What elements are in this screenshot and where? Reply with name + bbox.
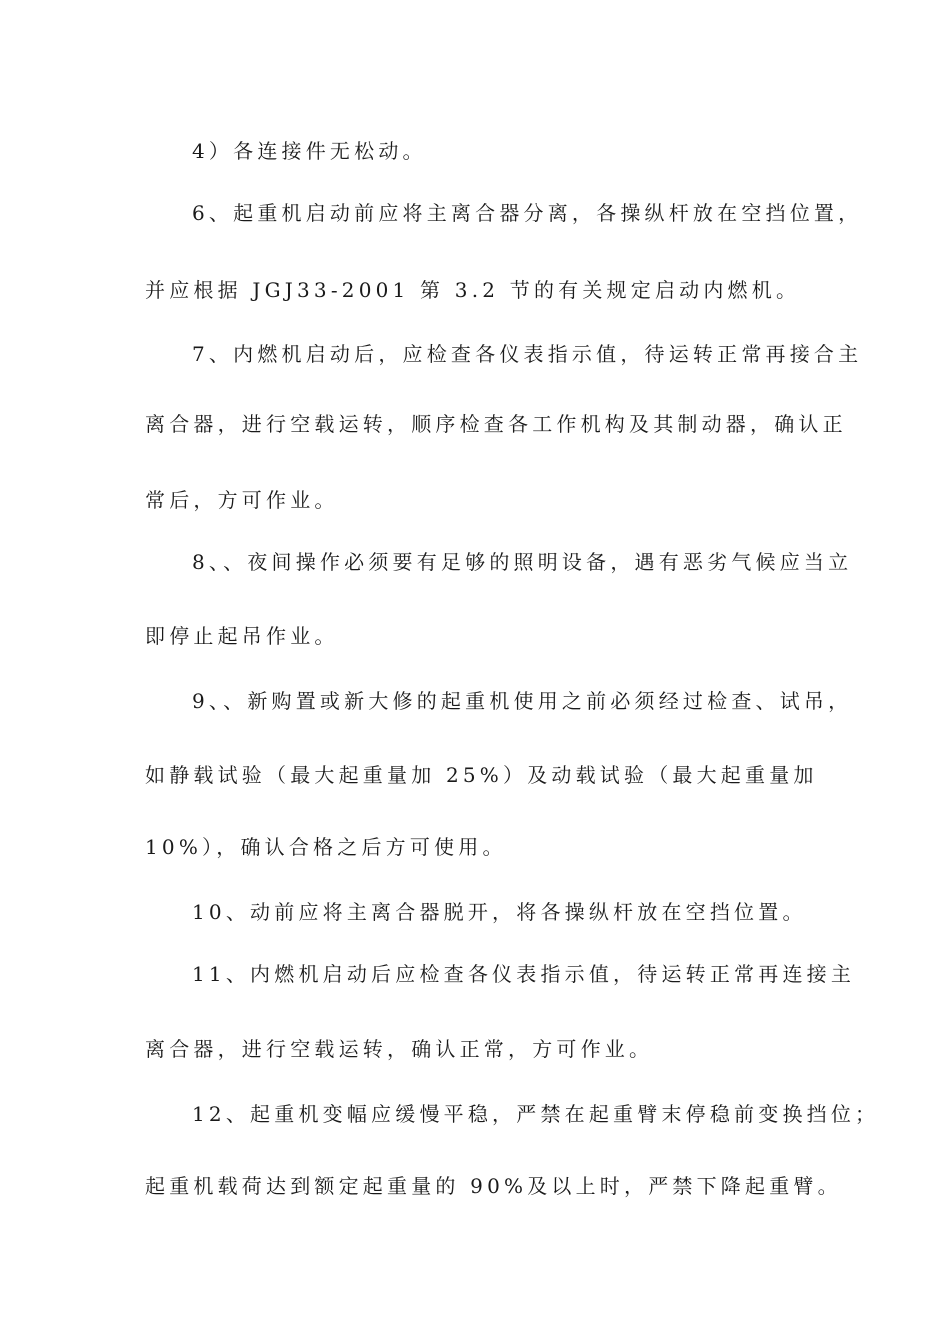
item-9-line-3: 10%），确认合格之后方可使用。 — [145, 835, 507, 859]
item-12-line-2: 起重机载荷达到额定起重量的 90%及以上时，严禁下降起重臂。 — [145, 1174, 842, 1198]
item-12-line-1: 12、起重机变幅应缓慢平稳，严禁在起重臂末停稳前变换挡位； — [192, 1102, 880, 1126]
item-10-text: 10、动前应将主离合器脱开，将各操纵杆放在空挡位置。 — [192, 900, 807, 924]
item-8-line-1: 8、、夜间操作必须要有足够的照明设备，遇有恶劣气候应当立 — [192, 550, 853, 574]
item-9-line-1: 9、、新购置或新大修的起重机使用之前必须经过检查、试吊， — [192, 689, 853, 713]
item-11-line-2: 离合器，进行空载运转，确认正常，方可作业。 — [145, 1037, 654, 1061]
item-8-line-2: 即停止起吊作业。 — [145, 624, 339, 648]
item-11-line-1: 11、内燃机启动后应检查各仪表指示值，待运转正常再连接主 — [192, 962, 856, 986]
item-7-line-1: 7、内燃机启动后，应检查各仪表指示值，待运转正常再接合主 — [192, 342, 863, 366]
item-6-line-2: 并应根据 JGJ33-2001 第 3.2 节的有关规定启动内燃机。 — [145, 278, 801, 302]
item-7-line-2: 离合器，进行空载运转，顺序检查各工作机构及其制动器，确认正 — [145, 412, 847, 436]
item-4-text: 4）各连接件无松动。 — [192, 139, 427, 163]
item-9-line-2: 如静载试验（最大起重量加 25%）及动载试验（最大起重量加 — [145, 763, 818, 787]
item-6-line-1: 6、起重机启动前应将主离合器分离，各操纵杆放在空挡位置， — [192, 201, 863, 225]
item-7-line-3: 常后，方可作业。 — [145, 488, 339, 512]
